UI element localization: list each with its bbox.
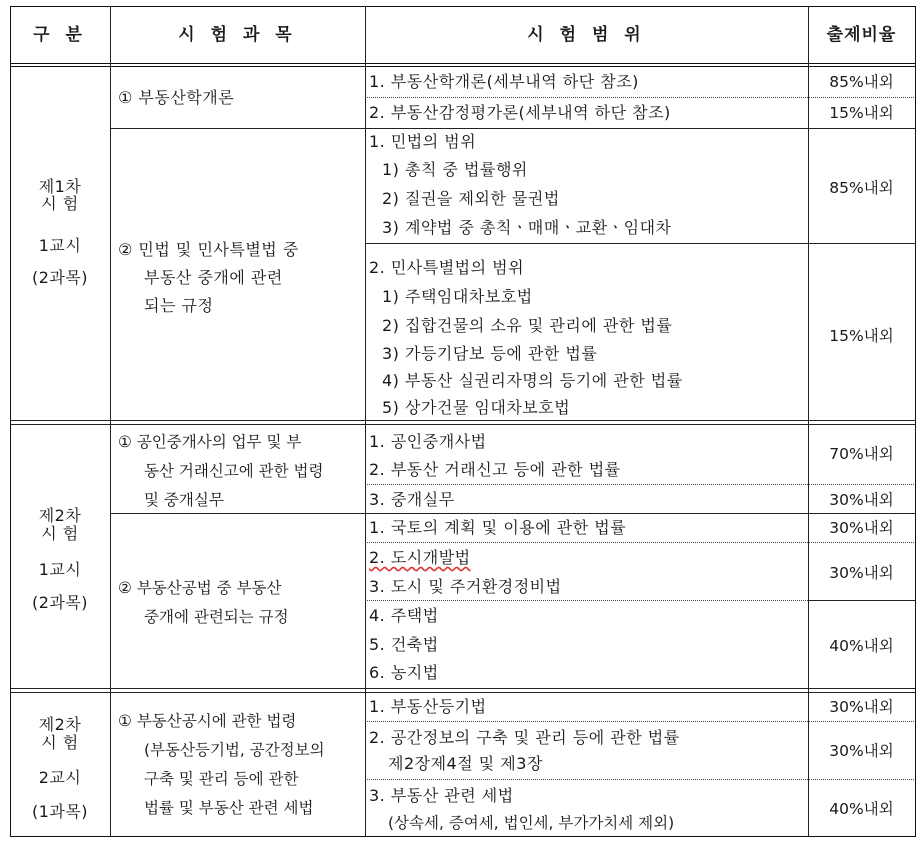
- ratio-value: 40%내외: [829, 637, 894, 655]
- scope-item: 1. 민법의 범위: [369, 132, 477, 151]
- section-label-line: 제1차: [38, 177, 82, 196]
- ratio-value: 30%내외: [829, 519, 894, 537]
- table-top-border: [10, 6, 916, 7]
- ratio-value: 30%내외: [829, 742, 894, 760]
- scope-item: 4. 주택법: [369, 606, 439, 625]
- subject-line: 동산 거래신고에 관한 법령: [144, 462, 324, 480]
- section-divider: [10, 688, 916, 689]
- section-divider-double: [10, 424, 916, 425]
- ratio-value: 40%내외: [829, 800, 894, 818]
- section-label-line: (1과목): [31, 802, 89, 821]
- dotted-divider: [365, 484, 916, 485]
- dotted-divider: [365, 779, 916, 780]
- subject-line: 부동산 중개에 관련: [144, 268, 283, 287]
- ratio-value: 70%내외: [829, 445, 894, 463]
- scope-item: 6. 농지법: [369, 663, 439, 682]
- section-label-line: 2교시: [38, 768, 82, 787]
- scope-item: 2) 집합건물의 소유 및 관리에 관한 법률: [382, 316, 673, 335]
- scope-item: 2. 도시개발법: [369, 548, 471, 567]
- scope-item: 1. 부동산학개론(세부내역 하단 참조): [369, 72, 639, 91]
- section-label-line: 시 험: [41, 524, 79, 543]
- header-divider: [10, 63, 916, 64]
- scope-item: 2. 부동산 거래신고 등에 관한 법률: [369, 460, 621, 479]
- subject-line: ② 부동산공법 중 부동산: [118, 579, 282, 597]
- table-bottom-border: [10, 836, 916, 837]
- subject-line: 중개에 관련되는 규정: [144, 608, 289, 626]
- header-scope: 시 험 범 위: [527, 25, 646, 45]
- ratio-value: 30%내외: [829, 698, 894, 716]
- scope-item: 2. 공간정보의 구축 및 관리 등에 관한 법률: [369, 728, 680, 747]
- ratio-value: 15%내외: [829, 327, 894, 345]
- section-label-line: (2과목): [31, 593, 89, 612]
- subject-line: ① 부동산학개론: [118, 88, 235, 107]
- header-category: 구 분: [33, 25, 87, 45]
- scope-item: 4) 부동산 실권리자명의 등기에 관한 법률: [382, 371, 683, 390]
- dotted-divider: [365, 97, 916, 98]
- section-label-line: (2과목): [31, 268, 89, 287]
- subject-line: 구축 및 관리 등에 관한: [144, 770, 299, 788]
- ratio-value: 85%내외: [829, 179, 894, 197]
- section-label-line: 제2차: [38, 506, 82, 525]
- scope-item: 1. 공인중개사법: [369, 432, 487, 451]
- section-label-line: 시 험: [41, 194, 79, 213]
- column-divider: [110, 6, 111, 837]
- ratio-value: 15%내외: [829, 104, 894, 122]
- scope-item: 3) 계약법 중 총칙ㆍ매매ㆍ교환ㆍ임대차: [382, 218, 672, 237]
- scope-item: 2. 민사특별법의 범위: [369, 258, 525, 277]
- ratio-value: 85%내외: [829, 73, 894, 91]
- row-divider: [808, 600, 916, 601]
- section-divider-double: [10, 692, 916, 693]
- dotted-divider: [365, 542, 916, 543]
- ratio-value: 30%내외: [829, 491, 894, 509]
- table-right-border: [915, 6, 916, 837]
- header-divider-double: [10, 66, 916, 67]
- scope-item: 3) 가등기담보 등에 관한 법률: [382, 344, 598, 363]
- column-divider: [365, 6, 366, 837]
- row-divider: [110, 128, 916, 129]
- header-subject: 시 험 과 목: [178, 25, 297, 45]
- ratio-value: 30%내외: [829, 564, 894, 582]
- header-ratio: 출제비율: [826, 25, 897, 45]
- section-label-line: 제2차: [38, 715, 82, 734]
- scope-item: 3. 부동산 관련 세법: [369, 786, 514, 805]
- scope-item: 1) 주택임대차보호법: [382, 287, 533, 306]
- table-left-border: [10, 6, 11, 837]
- section-divider: [10, 420, 916, 421]
- scope-item: 3. 중개실무: [369, 490, 455, 509]
- scope-item: 1) 총칙 중 법률행위: [382, 160, 528, 179]
- scope-item: (상속세, 증여세, 법인세, 부가가치세 제외): [388, 814, 675, 832]
- scope-item: 5) 상가건물 임대차보호법: [382, 398, 571, 417]
- section-label-line: 1교시: [38, 236, 82, 255]
- scope-item: 1. 국토의 계획 및 이용에 관한 법률: [369, 518, 627, 537]
- subject-line: 되는 규정: [144, 296, 214, 315]
- scope-item: 제2장제4절 및 제3장: [388, 754, 543, 773]
- section-label-line: 시 험: [41, 733, 79, 752]
- dotted-divider: [365, 721, 916, 722]
- subject-line: 법률 및 부동산 관련 세법: [144, 799, 314, 817]
- subject-line: 및 중개실무: [144, 491, 224, 509]
- subject-line: (부동산등기법, 공간정보의: [144, 741, 325, 759]
- subject-line: ① 공인중개사의 업무 및 부: [118, 433, 302, 451]
- row-divider: [365, 243, 916, 244]
- scope-item: 3. 도시 및 주거환경정비법: [369, 577, 562, 596]
- section-label-line: 1교시: [38, 560, 82, 579]
- scope-item: 2) 질권을 제외한 물권법: [382, 189, 560, 208]
- scope-item: 2. 부동산감정평가론(세부내역 하단 참조): [369, 103, 671, 122]
- subject-line: ① 부동산공시에 관한 법령: [118, 712, 297, 730]
- row-divider: [110, 513, 916, 514]
- scope-item: 1. 부동산등기법: [369, 697, 487, 716]
- subject-line: ② 민법 및 민사특별법 중: [118, 240, 299, 259]
- scope-item: 5. 건축법: [369, 635, 439, 654]
- dotted-divider: [365, 600, 808, 601]
